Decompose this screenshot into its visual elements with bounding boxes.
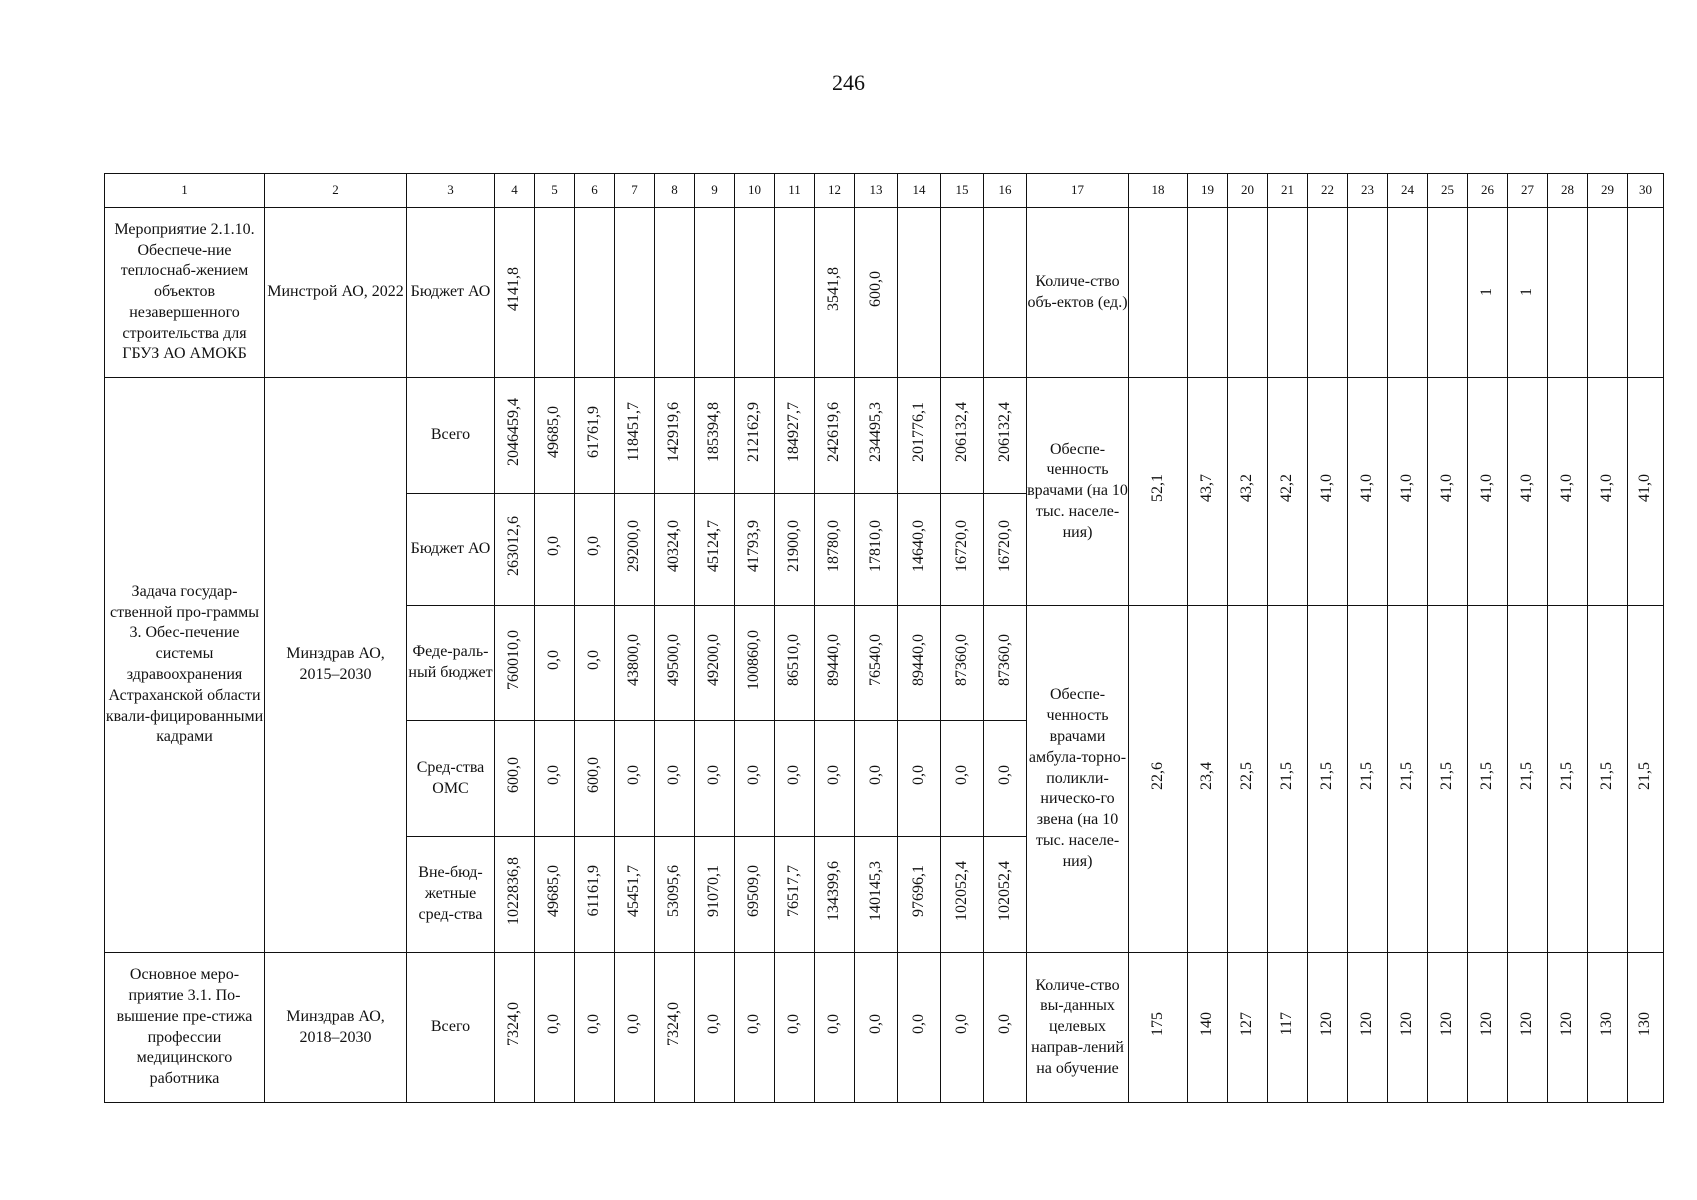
indicator-text: 21,5	[1278, 761, 1296, 790]
value-text: 263012,6	[505, 516, 523, 577]
indicator-text: 120	[1518, 1012, 1536, 1037]
value-text: 29200,0	[625, 520, 643, 573]
value-text: 140145,3	[866, 861, 884, 922]
value-text: 0,0	[705, 765, 723, 786]
value-text: 91070,1	[705, 865, 723, 918]
indicator-text: 41,0	[1318, 474, 1336, 503]
value-text: 3541,8	[825, 267, 843, 312]
header-cell: 23	[1348, 174, 1388, 208]
indicator-text: 130	[1598, 1012, 1616, 1037]
value-text: 45451,7	[625, 865, 643, 918]
value-text: 0,0	[545, 1014, 563, 1035]
header-cell: 11	[775, 174, 815, 208]
value-text: 2046459,4	[505, 398, 523, 467]
indicator-cell	[1268, 208, 1308, 378]
value-text: 0,0	[866, 1014, 884, 1035]
funding-source: Феде-раль-ный бюджет	[407, 606, 495, 721]
indicator-text: 23,4	[1198, 761, 1216, 790]
indicator-text: 140	[1198, 1012, 1216, 1037]
value-text: 0,0	[952, 1014, 970, 1035]
header-cell: 14	[898, 174, 941, 208]
value-text: 87360,0	[952, 633, 970, 686]
value-text: 61761,9	[585, 406, 603, 459]
value-text: 0,0	[785, 1014, 803, 1035]
value-text: 0,0	[909, 1014, 927, 1035]
value-text: 18780,0	[825, 520, 843, 573]
header-cell: 19	[1188, 174, 1228, 208]
indicator-text: 21,5	[1438, 761, 1456, 790]
task-name: Задача государ-ственной про-граммы 3. Обес-печение системы здравоохранения Астраханской области квали-фицированными кадрами	[105, 378, 265, 953]
indicator-name: Обеспе-ченность врачами амбула-торно-поликли-ническо-го звена (на 10 тыс. населе-ния)	[1027, 606, 1129, 953]
value-cell	[535, 208, 575, 378]
indicator-text: 21,5	[1518, 761, 1536, 790]
indicator-text: 117	[1278, 1012, 1296, 1036]
indicator-name: Количе-ство вы-данных целевых направ-лений на обучение	[1027, 953, 1129, 1103]
value-cell	[855, 208, 898, 378]
header-cell: 28	[1548, 174, 1588, 208]
value-cell	[815, 208, 855, 378]
funding-source: Бюджет АО	[407, 208, 495, 378]
header-cell: 7	[615, 174, 655, 208]
value-text: 0,0	[995, 765, 1013, 786]
header-cell: 12	[815, 174, 855, 208]
header-cell: 29	[1588, 174, 1628, 208]
value-text: 89440,0	[825, 633, 843, 686]
value-text: 97696,1	[909, 865, 927, 918]
value-text: 7324,0	[505, 1002, 523, 1047]
header-cell: 16	[984, 174, 1027, 208]
funding-source: Вне-бюд-жетные сред-ства	[407, 837, 495, 953]
indicator-text: 22,5	[1238, 761, 1256, 790]
header-row	[105, 174, 1664, 208]
header-cell: 13	[855, 174, 898, 208]
header-cell: 5	[535, 174, 575, 208]
header-cell: 22	[1308, 174, 1348, 208]
indicator-cell	[1308, 208, 1348, 378]
funding-source: Сред-ства ОМС	[407, 721, 495, 837]
activity-name: Мероприятие 2.1.10. Обеспече-ние теплоснаб-жением объектов незавершенного строительства для ГБУЗ АО АМОКБ	[105, 208, 265, 378]
indicator-text: 1	[1518, 288, 1536, 297]
value-text: 76517,7	[785, 865, 803, 918]
value-text: 102052,4	[995, 861, 1013, 922]
indicator-text: 120	[1318, 1012, 1336, 1037]
value-text: 0,0	[866, 765, 884, 786]
indicator-text: 21,5	[1398, 761, 1416, 790]
value-text: 206132,4	[952, 402, 970, 463]
indicator-cell	[1188, 208, 1228, 378]
indicator-text: 21,5	[1318, 761, 1336, 790]
indicator-cell	[1468, 208, 1508, 378]
indicator-text: 43,2	[1238, 474, 1256, 503]
value-text: 600,0	[505, 757, 523, 794]
value-text: 0,0	[909, 765, 927, 786]
indicator-text: 41,0	[1558, 474, 1576, 503]
value-cell	[615, 208, 655, 378]
value-text: 49685,0	[545, 865, 563, 918]
value-text: 0,0	[745, 765, 763, 786]
indicator-text: 41,0	[1598, 474, 1616, 503]
header-cell: 21	[1268, 174, 1308, 208]
value-text: 4141,8	[505, 267, 523, 312]
budget-table	[104, 173, 1664, 1103]
value-text: 100860,0	[745, 629, 763, 690]
header-cell: 10	[735, 174, 775, 208]
indicator-text: 21,5	[1598, 761, 1616, 790]
indicator-name: Количе-ство объ-ектов (ед.)	[1027, 208, 1129, 378]
funding-source: Всего	[407, 378, 495, 494]
value-text: 16720,0	[995, 520, 1013, 573]
indicator-text: 21,5	[1636, 761, 1654, 790]
value-text: 0,0	[585, 649, 603, 670]
header-cell: 26	[1468, 174, 1508, 208]
indicator-cell	[1129, 208, 1188, 378]
executor: Минздрав АО, 2018–2030	[265, 953, 407, 1103]
value-text: 49685,0	[545, 406, 563, 459]
indicator-text: 120	[1478, 1012, 1496, 1037]
indicator-text: 41,0	[1438, 474, 1456, 503]
header-cell: 25	[1428, 174, 1468, 208]
header-cell: 17	[1027, 174, 1129, 208]
value-cell	[775, 208, 815, 378]
value-cell	[495, 208, 535, 378]
indicator-text: 43,7	[1198, 474, 1216, 503]
indicator-text: 42,2	[1278, 474, 1296, 503]
header-cell: 20	[1228, 174, 1268, 208]
value-text: 0,0	[625, 1014, 643, 1035]
value-text: 102052,4	[952, 861, 970, 922]
value-text: 41793,9	[745, 520, 763, 573]
value-text: 86510,0	[785, 633, 803, 686]
value-text: 0,0	[545, 649, 563, 670]
indicator-cell	[1548, 208, 1588, 378]
indicator-name: Обеспе-ченность врачами (на 10 тыс. населе-ния)	[1027, 378, 1129, 606]
value-text: 87360,0	[995, 633, 1013, 686]
indicator-text: 21,5	[1478, 761, 1496, 790]
value-text: 0,0	[665, 765, 683, 786]
indicator-text: 41,0	[1478, 474, 1496, 503]
value-text: 0,0	[705, 1014, 723, 1035]
value-text: 89440,0	[909, 633, 927, 686]
indicator-cell	[1628, 208, 1664, 378]
value-cell	[575, 208, 615, 378]
indicator-cell	[1588, 208, 1628, 378]
indicator-text: 41,0	[1636, 474, 1654, 503]
executor: Минстрой АО, 2022	[265, 208, 407, 378]
value-text: 212162,9	[745, 402, 763, 463]
value-text: 242619,6	[825, 402, 843, 463]
indicator-cell	[1508, 208, 1548, 378]
indicator-text: 120	[1438, 1012, 1456, 1037]
value-text: 0,0	[545, 536, 563, 557]
value-text: 0,0	[545, 765, 563, 786]
value-cell	[898, 208, 941, 378]
value-text: 0,0	[995, 1014, 1013, 1035]
indicator-text: 41,0	[1518, 474, 1536, 503]
activity-name: Основное меро-приятие 3.1. По-вышение пре-стижа профессии медицинского работника	[105, 953, 265, 1103]
value-text: 43800,0	[625, 633, 643, 686]
value-cell	[695, 208, 735, 378]
table-row	[105, 378, 1664, 494]
value-text: 0,0	[785, 765, 803, 786]
value-text: 69509,0	[745, 865, 763, 918]
value-text: 49500,0	[665, 633, 683, 686]
value-text: 184927,7	[785, 402, 803, 463]
value-text: 600,0	[866, 271, 884, 308]
indicator-cell	[1228, 208, 1268, 378]
value-text: 1022836,8	[505, 857, 523, 926]
indicator-text: 41,0	[1358, 474, 1376, 503]
indicator-text: 120	[1358, 1012, 1376, 1037]
header-cell: 30	[1628, 174, 1664, 208]
indicator-text: 175	[1148, 1012, 1166, 1037]
indicator-text: 22,6	[1148, 761, 1166, 790]
header-cell: 24	[1388, 174, 1428, 208]
header-cell: 9	[695, 174, 735, 208]
value-text: 16720,0	[952, 520, 970, 573]
value-text: 760010,0	[505, 629, 523, 690]
indicator-text: 52,1	[1148, 474, 1166, 503]
value-text: 17810,0	[866, 520, 884, 573]
value-text: 0,0	[825, 1014, 843, 1035]
value-text: 0,0	[585, 536, 603, 557]
value-text: 21900,0	[785, 520, 803, 573]
value-text: 76540,0	[866, 633, 884, 686]
header-cell: 4	[495, 174, 535, 208]
header-cell: 1	[105, 174, 265, 208]
value-text: 0,0	[625, 765, 643, 786]
header-cell: 8	[655, 174, 695, 208]
funding-source: Всего	[407, 953, 495, 1103]
value-text: 61161,9	[585, 865, 603, 917]
indicator-text: 127	[1238, 1012, 1256, 1037]
value-text: 600,0	[585, 757, 603, 794]
indicator-cell	[1428, 208, 1468, 378]
header-cell: 3	[407, 174, 495, 208]
executor: Минздрав АО, 2015–2030	[265, 378, 407, 953]
value-text: 0,0	[825, 765, 843, 786]
indicator-cell	[1348, 208, 1388, 378]
value-text: 201776,1	[909, 402, 927, 463]
funding-source: Бюджет АО	[407, 494, 495, 606]
value-cell	[655, 208, 695, 378]
value-text: 118451,7	[625, 402, 643, 462]
indicator-text: 120	[1398, 1012, 1416, 1037]
indicator-text: 21,5	[1358, 761, 1376, 790]
table-row	[105, 953, 1664, 1103]
value-text: 185394,8	[705, 402, 723, 463]
indicator-text: 21,5	[1558, 761, 1576, 790]
indicator-text: 120	[1558, 1012, 1576, 1037]
indicator-text: 130	[1636, 1012, 1654, 1037]
value-text: 206132,4	[995, 402, 1013, 463]
table-row	[105, 208, 1664, 378]
value-text: 142919,6	[665, 402, 683, 463]
indicator-text: 41,0	[1398, 474, 1416, 503]
value-text: 45124,7	[705, 520, 723, 573]
value-text: 53095,6	[665, 865, 683, 918]
value-cell	[941, 208, 984, 378]
header-cell: 2	[265, 174, 407, 208]
indicator-text: 1	[1478, 288, 1496, 297]
value-cell	[984, 208, 1027, 378]
value-text: 49200,0	[705, 633, 723, 686]
value-text: 40324,0	[665, 520, 683, 573]
value-text: 134399,6	[825, 861, 843, 922]
value-text: 234495,3	[866, 402, 884, 463]
value-text: 0,0	[585, 1014, 603, 1035]
page-number: 246	[832, 70, 865, 95]
indicator-cell	[1388, 208, 1428, 378]
value-cell	[735, 208, 775, 378]
header-cell: 18	[1129, 174, 1188, 208]
value-text: 0,0	[952, 765, 970, 786]
header-cell: 27	[1508, 174, 1548, 208]
value-text: 7324,0	[665, 1002, 683, 1047]
value-text: 14640,0	[909, 520, 927, 573]
value-text: 0,0	[745, 1014, 763, 1035]
header-cell: 6	[575, 174, 615, 208]
header-cell: 15	[941, 174, 984, 208]
